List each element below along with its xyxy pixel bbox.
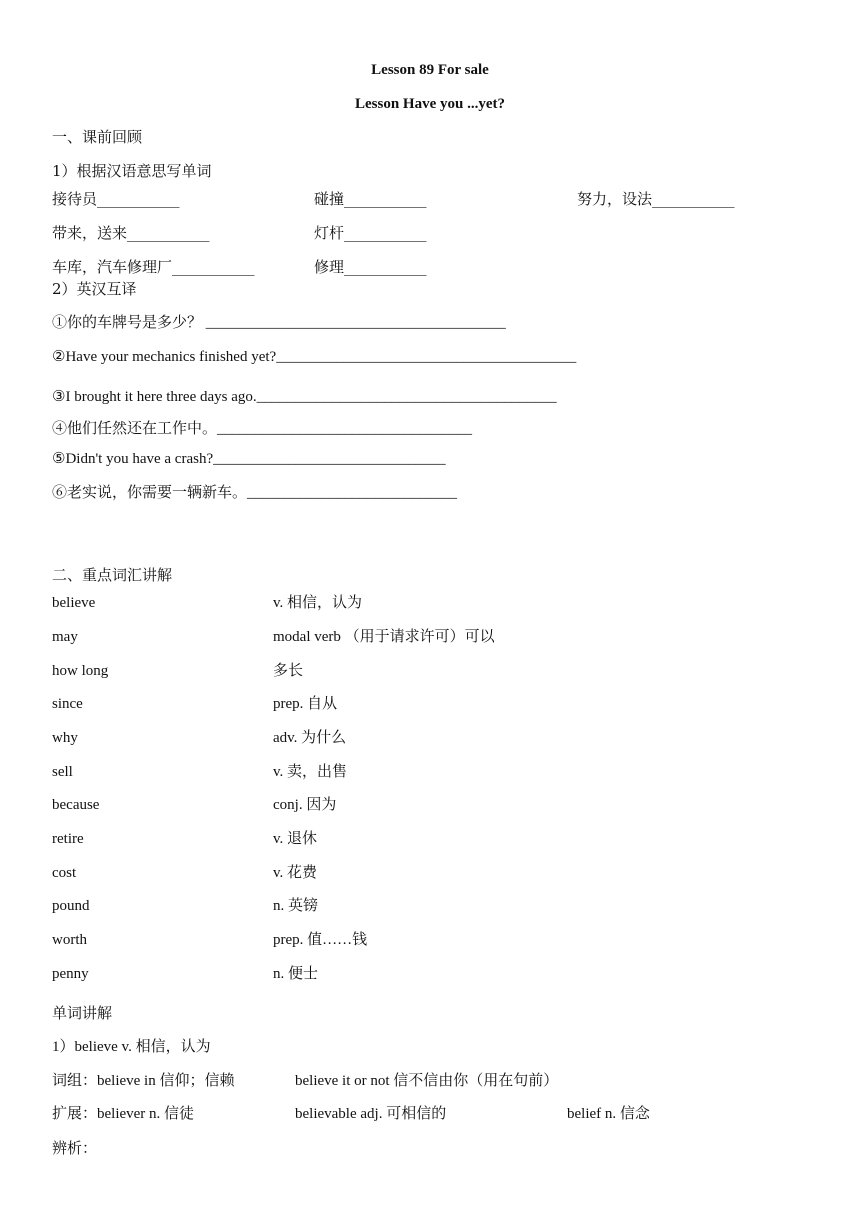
section1-heading: 一、课前回顾 bbox=[52, 128, 143, 146]
translation-item: ⑤Didn't you have a crash?_______________________________ bbox=[52, 451, 446, 467]
vocab-word: sell bbox=[52, 764, 73, 780]
vocab-meaning: n. 便士 bbox=[273, 966, 319, 982]
lesson-title: Lesson 89 For sale bbox=[371, 62, 489, 78]
vocab-word: penny bbox=[52, 966, 89, 982]
vocab-meaning: v. 卖，出售 bbox=[273, 764, 348, 780]
vocab-word: pound bbox=[52, 898, 90, 914]
translation-item: ③I brought it here three days ago.________________________________________ bbox=[52, 389, 557, 405]
word-blank: 灯杆___________ bbox=[314, 224, 427, 242]
lesson-subtitle: Lesson Have you ...yet? bbox=[355, 96, 505, 112]
vocab-word: why bbox=[52, 730, 78, 746]
vocab-word: may bbox=[52, 629, 78, 645]
phrases-line: 词组：believe in 信仰；信赖 bbox=[52, 1073, 235, 1089]
vocab-meaning: prep. 自从 bbox=[273, 696, 338, 712]
vocab-word: worth bbox=[52, 932, 87, 948]
vocab-word: cost bbox=[52, 865, 77, 881]
word-blank: 碰撞___________ bbox=[314, 190, 427, 208]
explain-item: 1）believe v. 相信，认为 bbox=[52, 1039, 211, 1055]
phrases-line: believe it or not 信不信由你（用在句前） bbox=[295, 1073, 559, 1089]
sub-heading-translate: 2）英汉互译 bbox=[52, 280, 137, 298]
section2-heading: 二、重点词汇讲解 bbox=[52, 566, 173, 584]
vocab-word: since bbox=[52, 696, 83, 712]
vocab-word: how long bbox=[52, 663, 109, 679]
vocab-word: believe bbox=[52, 595, 96, 611]
explain-heading: 单词讲解 bbox=[52, 1004, 113, 1022]
vocab-word: retire bbox=[52, 831, 84, 847]
translation-item: ①你的车牌号是多少？ ________________________________________ bbox=[52, 315, 506, 331]
word-blank: 努力，设法___________ bbox=[577, 190, 735, 208]
vocab-meaning: v. 退休 bbox=[273, 831, 318, 847]
extension-line: belief n. 信念 bbox=[567, 1106, 650, 1122]
vocab-meaning: 多长 bbox=[273, 663, 304, 679]
vocab-word: because bbox=[52, 797, 100, 813]
translation-item: ④他们任然还在工作中。__________________________________ bbox=[52, 421, 473, 437]
vocab-meaning: v. 相信，认为 bbox=[273, 595, 363, 611]
vocab-meaning: modal verb （用于请求许可）可以 bbox=[273, 629, 495, 645]
vocab-meaning: v. 花费 bbox=[273, 865, 318, 881]
vocab-meaning: adv. 为什么 bbox=[273, 730, 347, 746]
vocab-meaning: n. 英镑 bbox=[273, 898, 319, 914]
translation-item: ②Have your mechanics finished yet?________________________________________ bbox=[52, 349, 577, 365]
word-blank: 接待员___________ bbox=[52, 190, 180, 208]
word-blank: 带来，送来___________ bbox=[52, 224, 210, 242]
sub-heading-write-words: 1）根据汉语意思写单词 bbox=[52, 162, 212, 180]
word-blank: 修理___________ bbox=[314, 258, 427, 276]
distinguish-label: 辨析： bbox=[52, 1139, 98, 1157]
translation-item: ⑥老实说，你需要一辆新车。____________________________ bbox=[52, 485, 458, 501]
extension-line: 扩展：believer n. 信徒 bbox=[52, 1106, 195, 1122]
vocab-meaning: conj. 因为 bbox=[273, 797, 337, 813]
extension-line: believable adj. 可相信的 bbox=[295, 1106, 447, 1122]
vocab-meaning: prep. 值……钱 bbox=[273, 932, 368, 948]
word-blank: 车库，汽车修理厂___________ bbox=[52, 258, 255, 276]
